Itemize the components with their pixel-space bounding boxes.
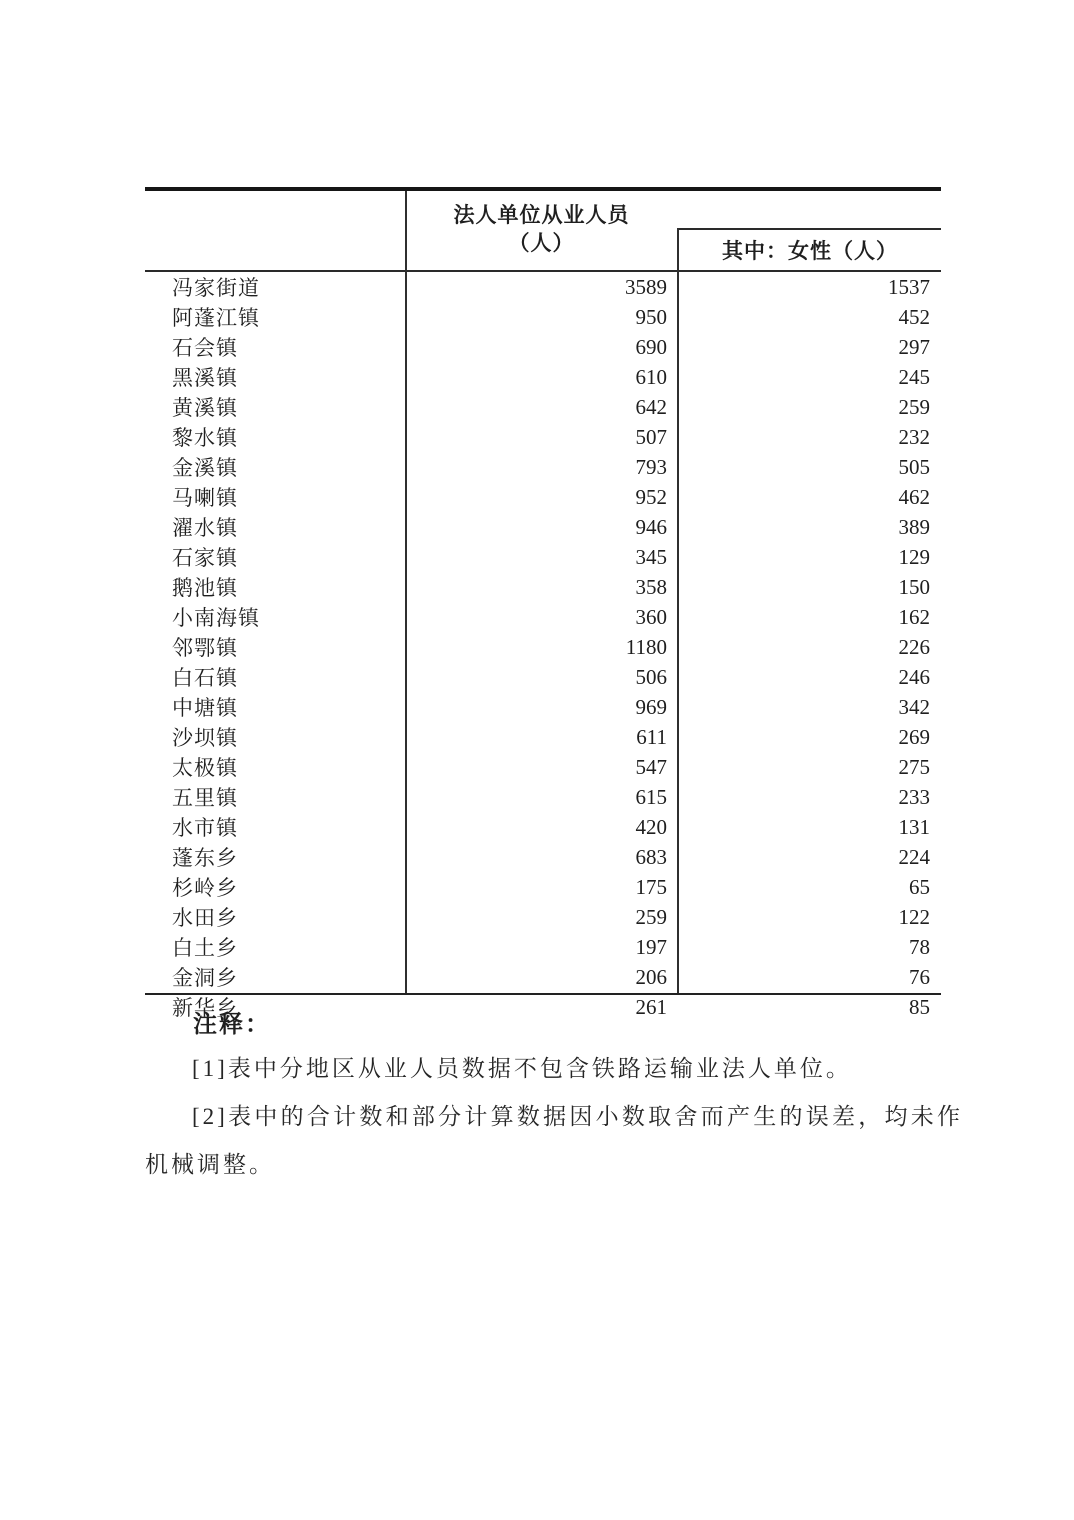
- total-cell: 610: [635, 364, 667, 389]
- table-row: [145, 542, 941, 572]
- note-2-line-1: [2]表中的合计数和部分计算数据因小数取舍而产生的误差，均未作: [192, 1104, 963, 1129]
- total-cell: 547: [635, 754, 667, 779]
- table-row: [145, 392, 941, 422]
- female-cell: 505: [898, 454, 930, 479]
- table-row: [145, 782, 941, 812]
- table-row: [145, 872, 941, 902]
- note-2-line-2: 机械调整。: [145, 1152, 275, 1177]
- table-row: [145, 962, 941, 992]
- region-cell: 石家镇: [172, 546, 238, 570]
- table-row: [145, 482, 941, 512]
- total-cell: 358: [635, 574, 667, 599]
- table-row: [145, 722, 941, 752]
- region-cell: 黎水镇: [172, 426, 238, 450]
- female-cell: 65: [909, 874, 930, 899]
- table-bottom-border: [145, 993, 941, 995]
- header-female-column: 其中：女性（人）: [722, 239, 898, 263]
- region-cell: 小南海镇: [172, 606, 260, 630]
- table-row: [145, 362, 941, 392]
- region-cell: 新华乡: [172, 996, 238, 1020]
- region-cell: 金溪镇: [172, 456, 238, 480]
- total-cell: 197: [635, 934, 667, 959]
- female-cell: 131: [898, 814, 930, 839]
- region-cell: 阿蓬江镇: [172, 306, 260, 330]
- table-row: [145, 302, 941, 332]
- table-row: [145, 602, 941, 632]
- table-row: [145, 752, 941, 782]
- total-cell: 946: [635, 514, 667, 539]
- region-cell: 水市镇: [172, 816, 238, 840]
- female-cell: 226: [898, 634, 930, 659]
- female-cell: 233: [898, 784, 930, 809]
- female-cell: 162: [898, 604, 930, 629]
- female-cell: 122: [898, 904, 930, 929]
- total-cell: 690: [635, 334, 667, 359]
- table-row: [145, 902, 941, 932]
- female-cell: 389: [898, 514, 930, 539]
- total-cell: 507: [635, 424, 667, 449]
- region-cell: 金洞乡: [172, 966, 238, 990]
- region-cell: 冯家街道: [172, 276, 260, 300]
- region-cell: 水田乡: [172, 906, 238, 930]
- region-cell: 马喇镇: [172, 486, 238, 510]
- female-cell: 129: [898, 544, 930, 569]
- table-row: [145, 632, 941, 662]
- female-cell: 342: [898, 694, 930, 719]
- header-total-line1: 法人单位从业人员: [453, 203, 630, 227]
- female-cell: 246: [898, 664, 930, 689]
- region-cell: 黑溪镇: [172, 366, 238, 390]
- header-total-column: [406, 201, 677, 257]
- total-cell: 259: [635, 904, 667, 929]
- table-row: [145, 452, 941, 482]
- female-cell: 232: [898, 424, 930, 449]
- region-cell: 沙坝镇: [172, 726, 238, 750]
- female-cell: 150: [898, 574, 930, 599]
- employment-table: [145, 187, 941, 1020]
- region-cell: 鹅池镇: [172, 576, 238, 600]
- region-cell: 濯水镇: [172, 516, 238, 540]
- female-cell: 224: [898, 844, 930, 869]
- table-row: [145, 332, 941, 362]
- total-cell: 969: [635, 694, 667, 719]
- table-top-border: [145, 187, 941, 191]
- total-cell: 615: [635, 784, 667, 809]
- notes-heading: 注释：: [193, 1011, 271, 1038]
- table-row: [145, 512, 941, 542]
- total-cell: 683: [635, 844, 667, 869]
- female-cell: 78: [909, 934, 930, 959]
- female-cell: 259: [898, 394, 930, 419]
- total-cell: 345: [635, 544, 667, 569]
- total-cell: 3589: [625, 274, 667, 299]
- female-cell: 297: [898, 334, 930, 359]
- total-cell: 950: [635, 304, 667, 329]
- total-cell: 506: [635, 664, 667, 689]
- female-cell: 245: [898, 364, 930, 389]
- total-cell: 1180: [625, 634, 667, 659]
- table-body: [145, 272, 941, 1020]
- total-cell: 420: [635, 814, 667, 839]
- table-row: [145, 692, 941, 722]
- header-total-line2: （人）: [508, 231, 575, 255]
- region-cell: 邻鄂镇: [172, 636, 238, 660]
- region-cell: 白土乡: [172, 936, 238, 960]
- total-cell: 793: [635, 454, 667, 479]
- total-cell: 611: [636, 724, 667, 749]
- table-row: [145, 932, 941, 962]
- female-cell: 85: [909, 994, 930, 1019]
- female-cell: 462: [898, 484, 930, 509]
- total-cell: 261: [635, 994, 667, 1019]
- table-row: [145, 842, 941, 872]
- total-cell: 175: [635, 874, 667, 899]
- table-row: [145, 272, 941, 302]
- female-cell: 275: [898, 754, 930, 779]
- female-cell: 269: [898, 724, 930, 749]
- table-row: [145, 422, 941, 452]
- female-cell: 452: [898, 304, 930, 329]
- total-cell: 360: [635, 604, 667, 629]
- female-cell: 1537: [888, 274, 930, 299]
- total-cell: 206: [635, 964, 667, 989]
- total-cell: 952: [635, 484, 667, 509]
- region-cell: 五里镇: [172, 786, 238, 810]
- region-cell: 白石镇: [172, 666, 238, 690]
- table-row: [145, 662, 941, 692]
- total-cell: 642: [635, 394, 667, 419]
- table-row: [145, 572, 941, 602]
- region-cell: 黄溪镇: [172, 396, 238, 420]
- region-cell: 太极镇: [172, 756, 238, 780]
- region-cell: 蓬东乡: [172, 846, 238, 870]
- table-row: [145, 812, 941, 842]
- region-cell: 中塘镇: [172, 696, 238, 720]
- note-1-line-1: [1]表中分地区从业人员数据不包含铁路运输业法人单位。: [192, 1056, 852, 1081]
- region-cell: 杉岭乡: [172, 876, 238, 900]
- region-cell: 石会镇: [172, 336, 238, 360]
- female-cell: 76: [909, 964, 930, 989]
